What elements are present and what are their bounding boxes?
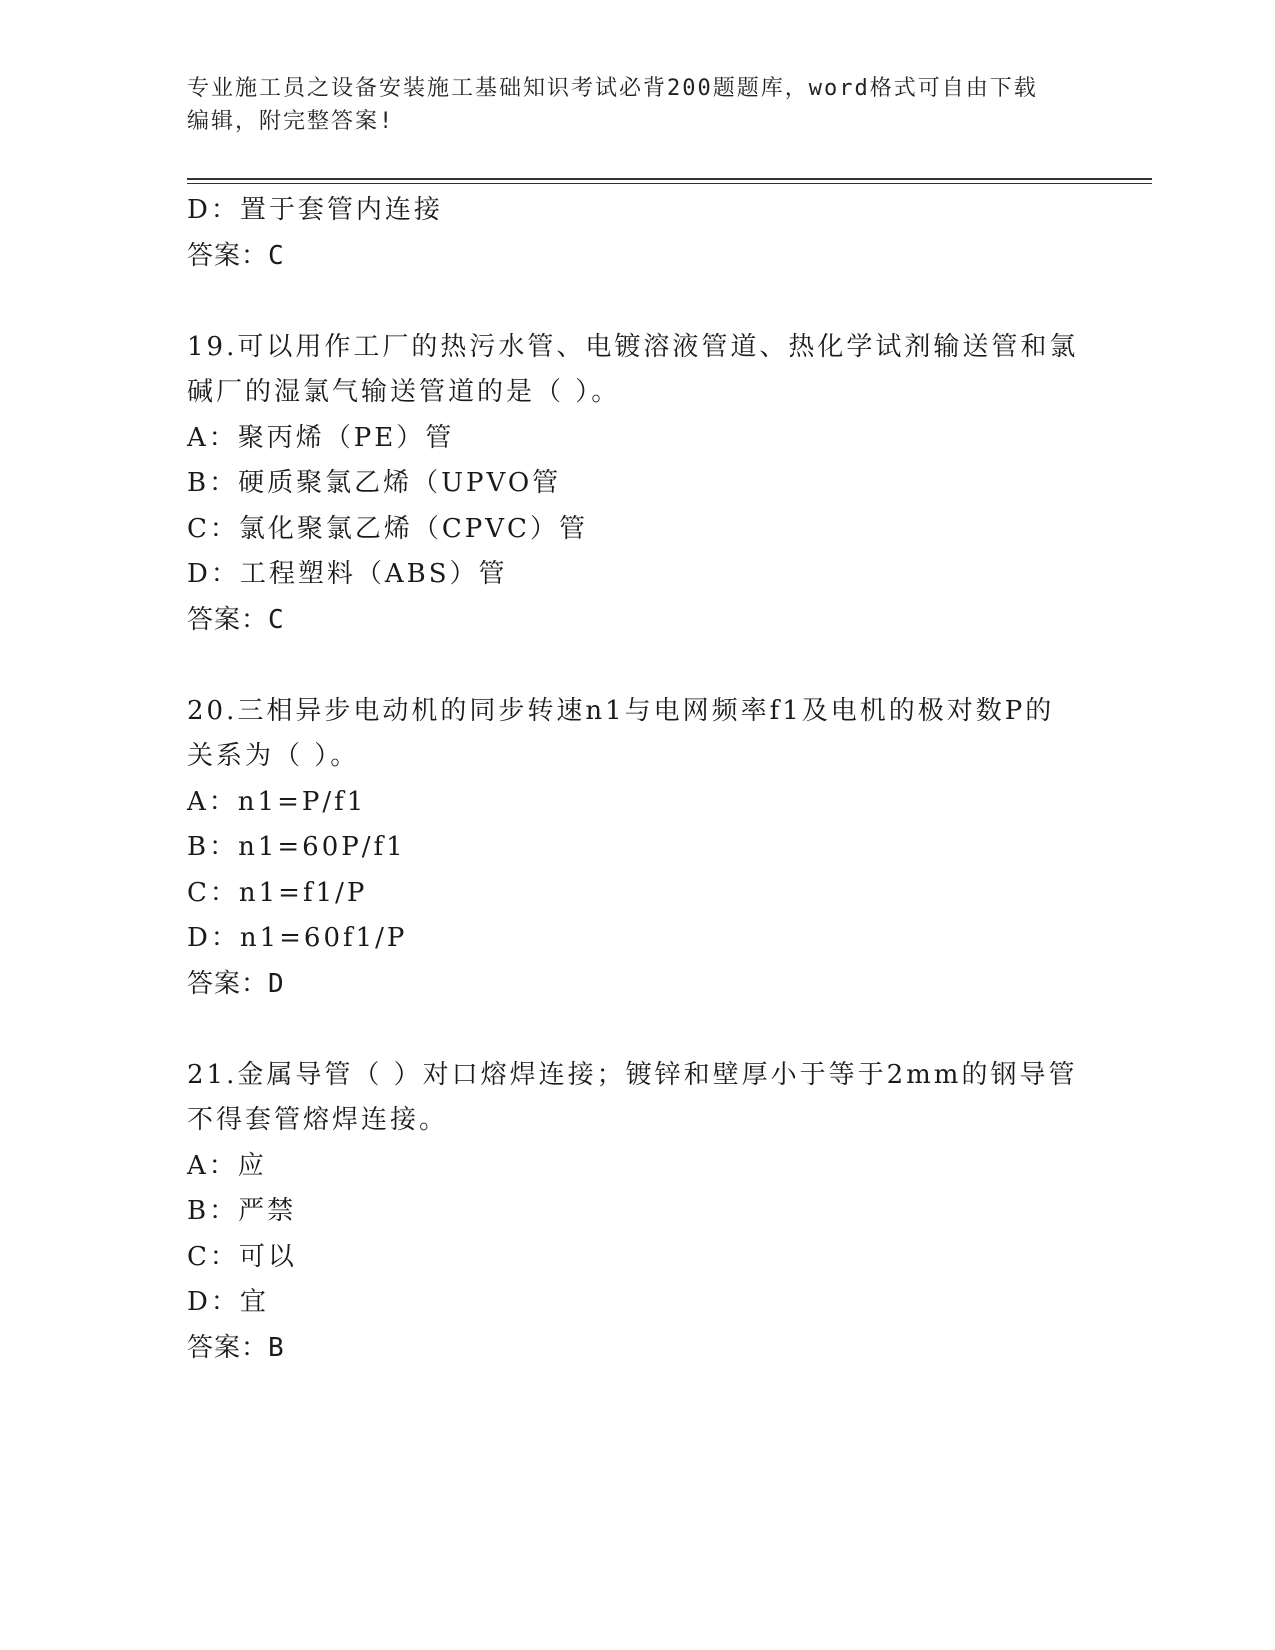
answer-line	[187, 234, 1087, 280]
header-title-line-1: 专业施工员之设备安装施工基础知识考试必背200题题库，word格式可自由下载	[187, 76, 1038, 101]
spacer	[187, 643, 1087, 689]
question-19	[187, 325, 1087, 644]
answer-label: 答案：	[187, 604, 269, 635]
option-c: C：n1=f1/P	[187, 877, 368, 908]
document-header	[187, 72, 1077, 138]
answer-value: B	[268, 1332, 285, 1363]
spacer	[187, 1007, 1087, 1053]
option-c: C：氯化聚氯乙烯（CPVC）管	[187, 513, 588, 544]
answer-value: D	[268, 968, 285, 999]
header-divider-thin	[187, 183, 1152, 184]
question-stem-line-1: 21.金属导管（ ）对口熔焊连接；镀锌和壁厚小于等于2mm的钢导管	[187, 1059, 1078, 1090]
question-stem-line-1: 19.可以用作工厂的热污水管、电镀溶液管道、热化学试剂输送管和氯	[187, 331, 1079, 362]
answer-value: C	[268, 604, 285, 635]
question-20	[187, 689, 1087, 1008]
question-21	[187, 1053, 1087, 1372]
option-d: D：置于套管内连接	[187, 195, 443, 225]
answer-label: 答案：	[187, 1332, 269, 1363]
option-a: A：聚丙烯（PE）管	[187, 422, 455, 453]
answer-line	[187, 1326, 1087, 1372]
option-d: D：工程塑料（ABS）管	[187, 559, 508, 589]
answer-line	[187, 962, 1087, 1008]
option-a: A：n1=P/f1	[187, 786, 367, 817]
option-d: D：宜	[187, 1287, 269, 1317]
header-title-line-2: 编辑，附完整答案!	[187, 109, 395, 134]
answer-label: 答案：	[187, 968, 269, 999]
question-stem-line-1: 20.三相异步电动机的同步转速n1与电网频率f1及电机的极对数P的	[187, 695, 1055, 726]
spacer	[187, 279, 1087, 325]
option-b: B：硬质聚氯乙烯（UPVO管	[187, 468, 562, 498]
option-a: A：应	[187, 1150, 267, 1181]
question-stem-line-2: 不得套管熔焊连接。	[187, 1105, 449, 1135]
option-b: B：n1=60P/f1	[187, 832, 406, 862]
question-content	[187, 188, 1087, 1371]
question-stem-line-2: 关系为（ ）。	[187, 741, 360, 771]
answer-value: C	[268, 240, 285, 271]
option-b: B：严禁	[187, 1196, 297, 1226]
option-c: C：可以	[187, 1241, 297, 1272]
answer-line	[187, 598, 1087, 644]
option-d: D：n1=60f1/P	[187, 923, 408, 953]
header-divider-thick	[187, 178, 1152, 180]
question-stem-line-2: 碱厂的湿氯气输送管道的是（ ）。	[187, 377, 621, 407]
carryover-question	[187, 188, 1087, 279]
answer-label: 答案：	[187, 240, 269, 271]
